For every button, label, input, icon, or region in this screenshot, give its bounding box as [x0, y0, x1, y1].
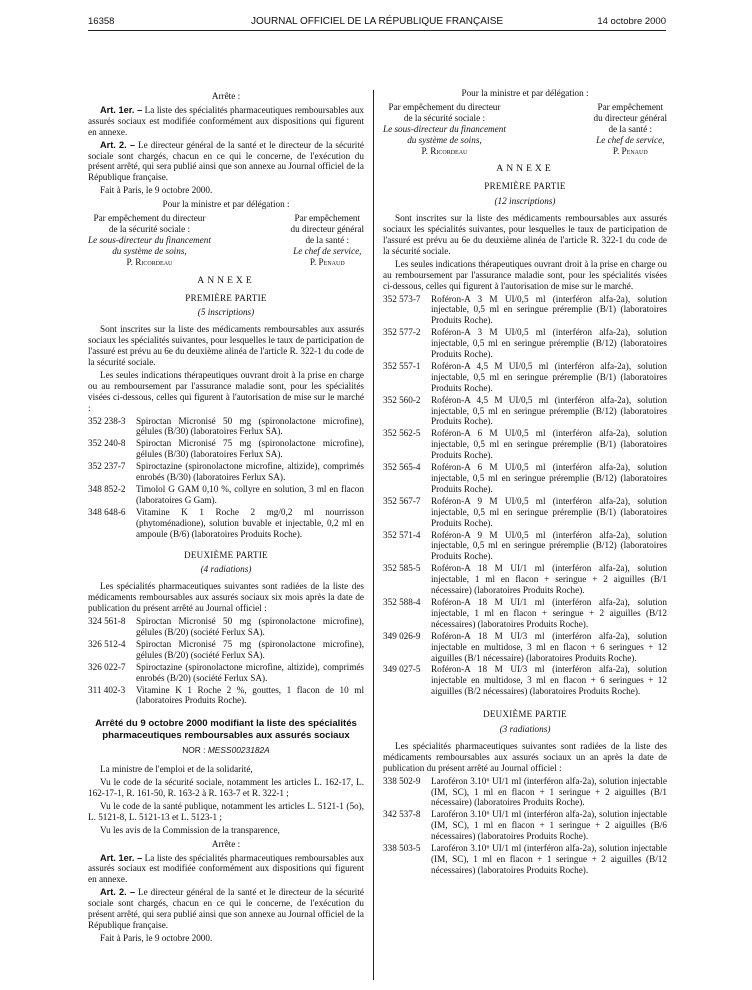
list-item — [383, 664, 667, 697]
list-item — [383, 530, 667, 563]
entry-text: Roféron-A 18 M UI/3 ml (interféron alfa-2a), solution injectable en multidose, 3 ml en flacon + 6 seringues + 12 aiguilles (B/1 nécessaire) (laboratoires Produits Roche). — [431, 630, 667, 663]
list-item — [383, 809, 667, 842]
entry-text: Spiroctan Micronisé 50 mg (spironolactone microfine), gélules (B/20) (société Ferlux SA). — [136, 616, 364, 637]
article-1-b: Art. 1er. – La liste des spécialités pharmaceutiques remboursables aux assurés sociaux est modifiée conformément aux dispositions qui figurent en annexe. — [88, 852, 365, 885]
entry-text: Roféron-A 6 M UI/0,5 ml (interféron alfa-2a), solution injectable, 0,5 ml en seringue préremplie (B/12) (laboratoires Produits Roche). — [431, 462, 667, 494]
list-item — [383, 597, 667, 630]
article-1: Art. 1er. – La liste des spécialités pharmaceutiques remboursables aux assurés sociaux est modifiée conformément aux dispositions qui figurent en annexe. — [88, 104, 365, 137]
cip-code: 352 237-7 — [88, 461, 126, 472]
entry-text: Laroféron 3.10⁶ UI/1 ml (interféron alfa-2a), solution injectable (IM, SC), 1 ml en flacon + 1 seringue + 2 aiguilles (B/12 nécessaires) (laboratoires Produits Roche). — [431, 843, 667, 875]
list-item — [383, 496, 667, 529]
list-item — [88, 639, 364, 661]
cip-code: 352 571-4 — [383, 529, 421, 540]
cip-code: 352 577-2 — [383, 327, 421, 338]
delegation-line-right: Pour la ministre et par délégation : — [461, 88, 589, 98]
cip-code: 352 240-8 — [88, 438, 126, 449]
cip-code: 352 557-1 — [383, 360, 421, 371]
part1-entries-right — [383, 294, 667, 698]
list-item — [88, 416, 364, 438]
cip-code: 352 238-3 — [88, 415, 126, 426]
left-column — [88, 88, 364, 946]
entry-text: Roféron-A 3 M UI/0,5 ml (interféron alfa-2a), solution injectable, 0,5 ml en seringue préremplie (B/12) (laboratoires Produits Roche). — [431, 327, 667, 360]
annexe-heading-right: ANNEXE — [496, 163, 554, 175]
entry-text: Roféron-A 4,5 M UI/0,5 ml (interféron alfa-2a), solution injectable, 0,5 ml en seringue préremplie (B/1) (laboratoires Produits Roche). — [431, 360, 667, 393]
arrete-label-2: Arrête : — [211, 838, 241, 849]
signature-right: Par empêchement du directeur général de la santé : Le chef de service, P. Penaud — [593, 101, 667, 156]
visa-3: Vu le code de la santé publique, notamment les articles L. 5121-1 (5o), L. 5121-8, L. 5121-13 et L. 5123-1 ; — [88, 800, 364, 822]
delegation-line: Pour la ministre et par délégation : — [162, 199, 290, 210]
signature-block — [88, 213, 364, 268]
fait-a-paris: Fait à Paris, le 9 octobre 2000. — [100, 185, 213, 196]
part1-paragraph-1-right: Sont inscrites sur la liste des médicaments remboursables aux assurés sociaux les spécialités suivantes, pour lesquelles le taux de participation de l'assuré est prévu au 6e du deuxième alinéa de l'article R. 322-1 du code de la sécurité sociale. — [383, 213, 667, 256]
signature-right: Par empêchement du directeur général de la santé : Le chef de service, P. Penaud — [290, 213, 364, 267]
list-item — [383, 631, 667, 664]
cip-code: 338 503-5 — [383, 843, 421, 854]
cip-code: 352 560-2 — [383, 394, 421, 405]
entry-text: Timolol G GAM 0,10 %, collyre en solution, 3 ml en flacon (laboratoires G Gam). — [136, 484, 364, 505]
cip-code: 326 022-7 — [88, 661, 126, 672]
entry-text: Spiroctazine (spironolactone microfine, altizide), comprimés enrobés (B/20) (société Ferlux SA). — [136, 661, 364, 683]
part2-paragraph-right: Les spécialités pharmaceutiques suivantes sont radiées de la liste des médicaments remboursables aux assurés sociaux un an après la date de publication du présent arrêté au Journal officiel : — [383, 740, 667, 773]
list-item — [383, 843, 667, 876]
part1-entries — [88, 416, 364, 540]
signature-left: Par empêchement du directeur de la sécurité sociale : Le sous-directeur du financement du système de soins, P. Ricordeau — [383, 101, 506, 156]
signature-left: Par empêchement du directeur de la sécurité sociale : Le sous-directeur du financement du système de soins, P. Ricordeau — [88, 213, 211, 267]
part2-subtitle: (4 radiations) — [200, 564, 252, 575]
entry-text: Roféron-A 9 M UI/0,5 ml (interféron alfa-2a), solution injectable, 0,5 ml en seringue préremplie (B/1) (laboratoires Produits Roche). — [431, 495, 667, 528]
visa-2: Vu le code de la sécurité sociale, notamment les articles L. 162-17, L. 162-17-1, R. 161-50, R. 163-2 à R. 163-7 et R. 322-1 ; — [88, 777, 364, 799]
journal-title: JOURNAL OFFICIEL DE LA RÉPUBLIQUE FRANÇAISE — [250, 16, 504, 27]
list-item — [88, 616, 364, 638]
entry-text: Spiroctan Micronisé 75 mg (spironolactone microfine), gélules (B/30) (laboratoires Ferlux SA). — [136, 438, 364, 460]
list-item — [383, 563, 667, 596]
cip-code: 348 648-6 — [88, 506, 126, 517]
annexe-heading: ANNEXE — [197, 274, 255, 286]
list-item — [383, 294, 667, 327]
column-divider — [373, 90, 374, 980]
list-item — [383, 395, 667, 428]
entry-text: Laroféron 3.10⁶ UI/1 ml (interféron alfa-2a), solution injectable (IM, SC), 1 ml en flacon + 1 seringue + 2 aiguilles (B/1 nécessaire) (laboratoires Produits Roche). — [431, 775, 667, 808]
part1-subtitle-right: (12 inscriptions) — [494, 196, 556, 207]
list-item — [88, 438, 364, 460]
list-item — [88, 507, 364, 540]
cip-code: 324 561-8 — [88, 616, 126, 627]
part2-subtitle-right: (3 radiations) — [499, 724, 551, 735]
part2-heading-right: DEUXIÈME PARTIE — [483, 709, 567, 720]
entry-text: Spiroctan Micronisé 75 mg (spironolactone microfine), gélules (B/20) (société Ferlux SA). — [136, 638, 364, 660]
part1-subtitle: (5 inscriptions) — [197, 307, 255, 318]
cip-code: 348 852-2 — [88, 484, 126, 494]
list-item — [383, 776, 667, 809]
list-item — [88, 685, 364, 707]
arrete-label: Arrête : — [211, 91, 241, 101]
signature-block-right — [383, 102, 667, 157]
entry-text: Roféron-A 9 M UI/0,5 ml (interféron alfa-2a), solution injectable, 0,5 ml en seringue préremplie (B/12) (laboratoires Produits Roche). — [431, 529, 667, 562]
part2-entries-right — [383, 776, 667, 876]
right-column — [383, 88, 667, 877]
nor-line: NOR : MESS0023182A — [182, 745, 270, 756]
list-item — [383, 327, 667, 360]
cip-code: 352 585-5 — [383, 563, 421, 574]
part1-paragraph-1: Sont inscrites sur la liste des médicaments remboursables aux assurés sociaux les spécialités suivantes, pour lesquelles le taux de participation de l'assuré est prévu au 6e du deuxième alinéa de l'article R. 322-1 du code de la sécurité sociale. — [88, 324, 364, 368]
cip-code: 352 573-7 — [383, 293, 421, 304]
entry-text: Roféron-A 18 M UI/1 ml (interféron alfa-2a), solution injectable, 1 ml en flacon + seringue + 2 aiguilles (B/1 nécessaire) (laboratoires Produits Roche). — [431, 563, 667, 596]
list-item — [88, 662, 364, 684]
cip-code: 352 567-7 — [383, 495, 421, 506]
part1-paragraph-2: Les seules indications thérapeutiques ouvrant droit à la prise en charge ou au remboursement par l'assurance maladie sont, pour les spécialités visées ci-dessous, celles qui figurent à l'autorisation de mise sur le marché : — [88, 369, 364, 413]
entry-text: Vitamine K 1 Roche 2 mg/0,2 ml nourrisson (phytoménadione), solution buvable et injectable, 0,2 ml en ampoule (B/6) (laboratoires Produits Roche). — [136, 506, 364, 539]
page-number: 16358 — [88, 16, 115, 27]
list-item — [88, 484, 364, 506]
cip-code: 349 026-9 — [383, 630, 421, 641]
entry-text: Laroféron 3.10⁶ UI/1 ml (interféron alfa-2a), solution injectable (IM, SC), 1 ml en flacon + 1 seringue + 2 aiguilles (B/6 nécessaires) (laboratoires Produits Roche). — [431, 809, 667, 842]
list-item — [383, 361, 667, 394]
visa-4: Vu les avis de la Commission de la transparence, — [100, 824, 280, 835]
entry-text: Roféron-A 4,5 M UI/0,5 ml (interféron alfa-2a), solution injectable, 0,5 ml en seringue préremplie (B/12) (laboratoires Produits Roche). — [431, 394, 667, 427]
cip-code: 311 402-3 — [88, 684, 126, 695]
header-rule — [88, 30, 666, 31]
part2-paragraph: Les spécialités pharmaceutiques suivantes sont radiées de la liste des médicaments remboursables aux assurés sociaux six mois après la date de publication du présent arrêté au Journal officiel : — [88, 581, 364, 614]
article-2: Art. 2. – Le directeur général de la santé et le directeur de la sécurité sociale sont chargés, chacun en ce qui le concerne, de l'exécution du présent arrêté, qui sera publié ainsi que son annexe au Journal officiel de la République française. — [88, 139, 364, 183]
entry-text: Spiroctan Micronisé 50 mg (spironolactone microfine), gélules (B/30) (laboratoires Ferlux SA). — [136, 415, 364, 437]
part2-heading: DEUXIÈME PARTIE — [184, 549, 268, 560]
entry-text: Spiroctazine (spironolactone microfine, altizide), comprimés enrobés (B/30) (laboratoires Ferlux SA). — [136, 461, 364, 483]
entry-text: Roféron-A 18 M UI/1 ml (interféron alfa-2a), solution injectable, 1 ml en flacon + seringue + 2 aiguilles (B/12 nécessaires) (laboratoires Produits Roche). — [431, 596, 667, 629]
list-item — [88, 461, 364, 483]
entry-text: Roféron-A 3 M UI/0,5 ml (interféron alfa-2a), solution injectable, 0,5 ml en seringue préremplie (B/1) (laboratoires Produits Roche). — [431, 293, 667, 326]
entry-text: Roféron-A 18 M UI/3 ml (interféron alfa-2a), solution injectable en multidose, 3 ml en flacon + 6 seringues + 12 aiguilles (B/2 nécessaires) (laboratoires Produits Roche). — [431, 664, 667, 697]
list-item — [383, 428, 667, 461]
fait-a-paris-b: Fait à Paris, le 9 octobre 2000. — [100, 932, 213, 943]
cip-code: 352 588-4 — [383, 596, 421, 607]
arrete-title: Arrêté du 9 octobre 2000 modifiant la liste des spécialités pharmaceutiques remboursables aux assurés sociaux — [95, 718, 357, 741]
cip-code: 352 565-4 — [383, 462, 421, 473]
entry-text: Vitamine K 1 Roche 2 %, gouttes, 1 flacon de 10 ml (laboratoires Produits Roche). — [136, 684, 364, 706]
cip-code: 342 537-8 — [383, 809, 421, 820]
cip-code: 352 562-5 — [383, 428, 421, 439]
part1-paragraph-2-right: Les seules indications thérapeutiques ouvrant droit à la prise en charge ou au remboursement par l'assurance maladie sont, pour les spécialités visées ci-dessous, celles qui figurent à l'autorisation de mise sur le marché. — [383, 258, 667, 291]
cip-code: 349 027-5 — [383, 664, 421, 675]
page-header — [88, 14, 666, 30]
part1-heading-right: PREMIÈRE PARTIE — [484, 181, 566, 192]
cip-code: 338 502-9 — [383, 775, 421, 786]
part1-heading: PREMIÈRE PARTIE — [185, 292, 267, 303]
entry-text: Roféron-A 6 M UI/0,5 ml (interféron alfa-2a), solution injectable, 0,5 ml en seringue préremplie (B/1) (laboratoires Produits Roche). — [431, 428, 667, 461]
cip-code: 326 512-4 — [88, 638, 126, 649]
issue-date: 14 octobre 2000 — [597, 16, 666, 27]
part2-entries — [88, 616, 364, 706]
list-item — [383, 462, 667, 495]
visa-1: La ministre de l'emploi et de la solidarité, — [100, 764, 253, 775]
article-2-b: Art. 2. – Le directeur général de la santé et le directeur de la sécurité sociale sont chargés, chacun en ce qui le concerne, de l'exécution du présent arrêté, qui sera publié ainsi que son annexe au Journal officiel de la République française. — [88, 887, 364, 930]
